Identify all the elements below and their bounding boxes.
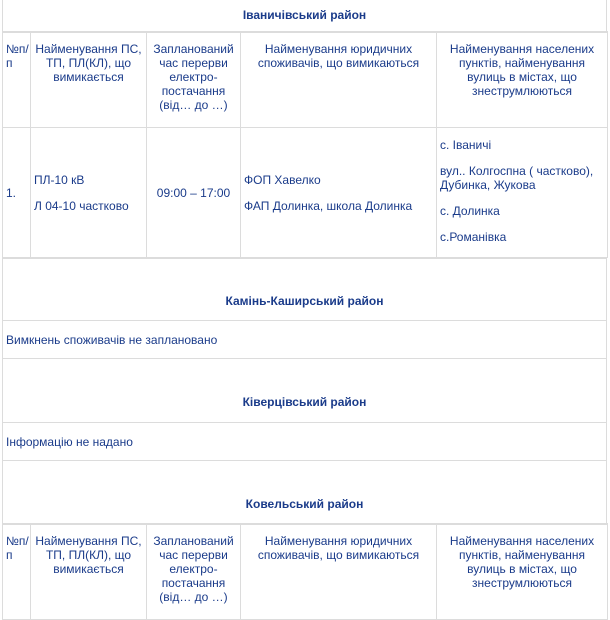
row-line-cell: ПЛ-10 кВ Л 04-10 частково <box>31 128 147 258</box>
header-row <box>3 524 608 620</box>
header-consumers: Найменування юридичних споживачів, що вимикаються <box>241 524 437 620</box>
district-title-table <box>2 0 607 33</box>
district-message: Вимкнень споживачів не заплановано <box>3 321 607 359</box>
header-places: Найменування населених пунктів, найменування вулиць в містах, що знеструмлюються <box>437 524 608 620</box>
header-consumers: Найменування юридичних споживачів, що вимикаються <box>241 32 437 128</box>
schedule-header-table <box>2 523 608 620</box>
row-consumers-cell: ФОП Хавелко ФАП Долинка, школа Долинка <box>241 128 437 258</box>
district-title: Ковельський район <box>3 461 607 525</box>
row-time: 09:00 – 17:00 <box>147 128 241 258</box>
header-line: Найменування ПС, ТП, ПЛ(КЛ), що вимикається <box>31 524 147 620</box>
district-block <box>2 258 607 359</box>
schedule-header-table <box>2 31 608 258</box>
header-places: Найменування населених пунктів, найменування вулиць в містах, що знеструмлюються <box>437 32 608 128</box>
header-line: Найменування ПС, ТП, ПЛ(КЛ), що вимикається <box>31 32 147 128</box>
district-title: Іваничівський район <box>3 0 607 32</box>
district-title: Ківерцівський район <box>3 359 607 423</box>
header-time: Запланований час перерви електро- постачання (від… до …) <box>147 32 241 128</box>
district-block <box>2 358 607 461</box>
header-row <box>3 32 608 128</box>
district-block <box>2 460 607 525</box>
row-num: 1. <box>3 128 31 258</box>
header-num: №п/ п <box>3 524 31 620</box>
table-row <box>3 128 608 258</box>
header-time: Запланований час перерви електро- постачання (від… до …) <box>147 524 241 620</box>
district-title: Камінь-Каширський район <box>3 259 607 321</box>
district-message: Інформацію не надано <box>3 423 607 461</box>
row-places-cell: с. Іваничі вул.. Колгоспна ( частково), Дубинка, Жукова с. Долинка с.Романівка <box>437 128 608 258</box>
header-num: №п/ п <box>3 32 31 128</box>
